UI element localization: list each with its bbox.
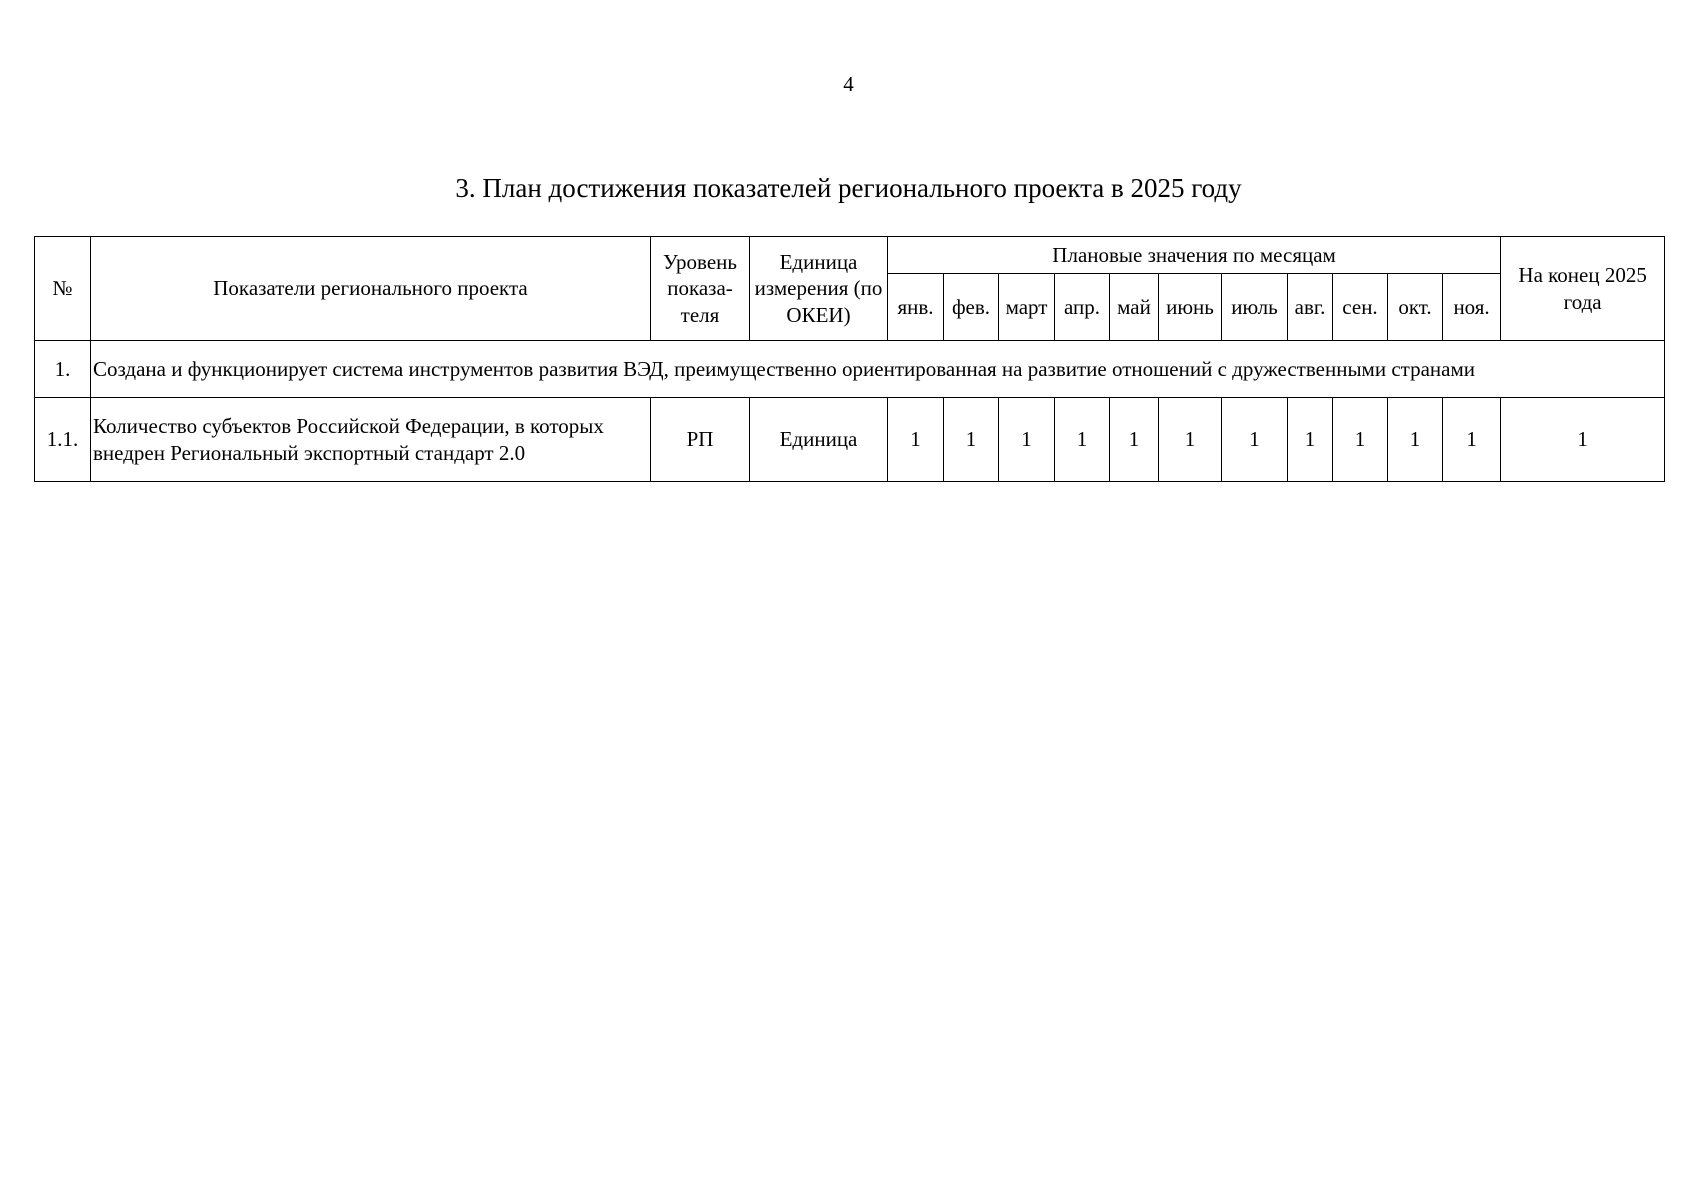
header-month: июнь <box>1159 274 1222 341</box>
row-level: РП <box>651 398 750 482</box>
header-indicator: Показатели регионального проекта <box>91 237 651 341</box>
indicators-plan-table <box>34 236 1665 482</box>
row-year-end-value: 1 <box>1501 398 1665 482</box>
header-row-top <box>35 237 1665 274</box>
page-number: 4 <box>843 72 854 96</box>
header-month: сен. <box>1333 274 1388 341</box>
row-month-value: 1 <box>944 398 999 482</box>
header-month: апр. <box>1055 274 1110 341</box>
row-month-value: 1 <box>888 398 944 482</box>
row-number: 1.1. <box>35 398 91 482</box>
row-indicator: Количество субъектов Российской Федерации, в которых внедрен Региональный экспортный стандарт 2.0 <box>91 398 651 482</box>
row-month-value: 1 <box>1159 398 1222 482</box>
row-number: 1. <box>35 341 91 398</box>
row-month-value: 1 <box>1110 398 1159 482</box>
row-month-value: 1 <box>1443 398 1501 482</box>
header-month: июль <box>1222 274 1288 341</box>
section-title: 3. План достижения показателей регионального проекта в 2025 году <box>455 173 1242 203</box>
table-row <box>35 341 1665 398</box>
header-number: № <box>35 237 91 341</box>
row-unit: Единица <box>750 398 888 482</box>
header-month: ноя. <box>1443 274 1501 341</box>
header-unit: Единица измерения (по ОКЕИ) <box>750 237 888 341</box>
table-row <box>35 398 1665 482</box>
row-month-value: 1 <box>1388 398 1443 482</box>
header-month: авг. <box>1288 274 1333 341</box>
row-month-value: 1 <box>999 398 1055 482</box>
row-goal-text: Создана и функционирует система инструментов развития ВЭД, преимущественно ориентированная на развитие отношений с дружественными странами <box>91 341 1665 398</box>
row-month-value: 1 <box>1288 398 1333 482</box>
row-month-value: 1 <box>1333 398 1388 482</box>
header-month: янв. <box>888 274 944 341</box>
row-month-value: 1 <box>1055 398 1110 482</box>
header-level: Уровень показа-теля <box>651 237 750 341</box>
header-month: март <box>999 274 1055 341</box>
header-month: окт. <box>1388 274 1443 341</box>
header-month: май <box>1110 274 1159 341</box>
header-month: фев. <box>944 274 999 341</box>
header-year-end: На конец 2025 года <box>1501 237 1665 341</box>
row-month-value: 1 <box>1222 398 1288 482</box>
header-monthly-values: Плановые значения по месяцам <box>888 237 1501 274</box>
